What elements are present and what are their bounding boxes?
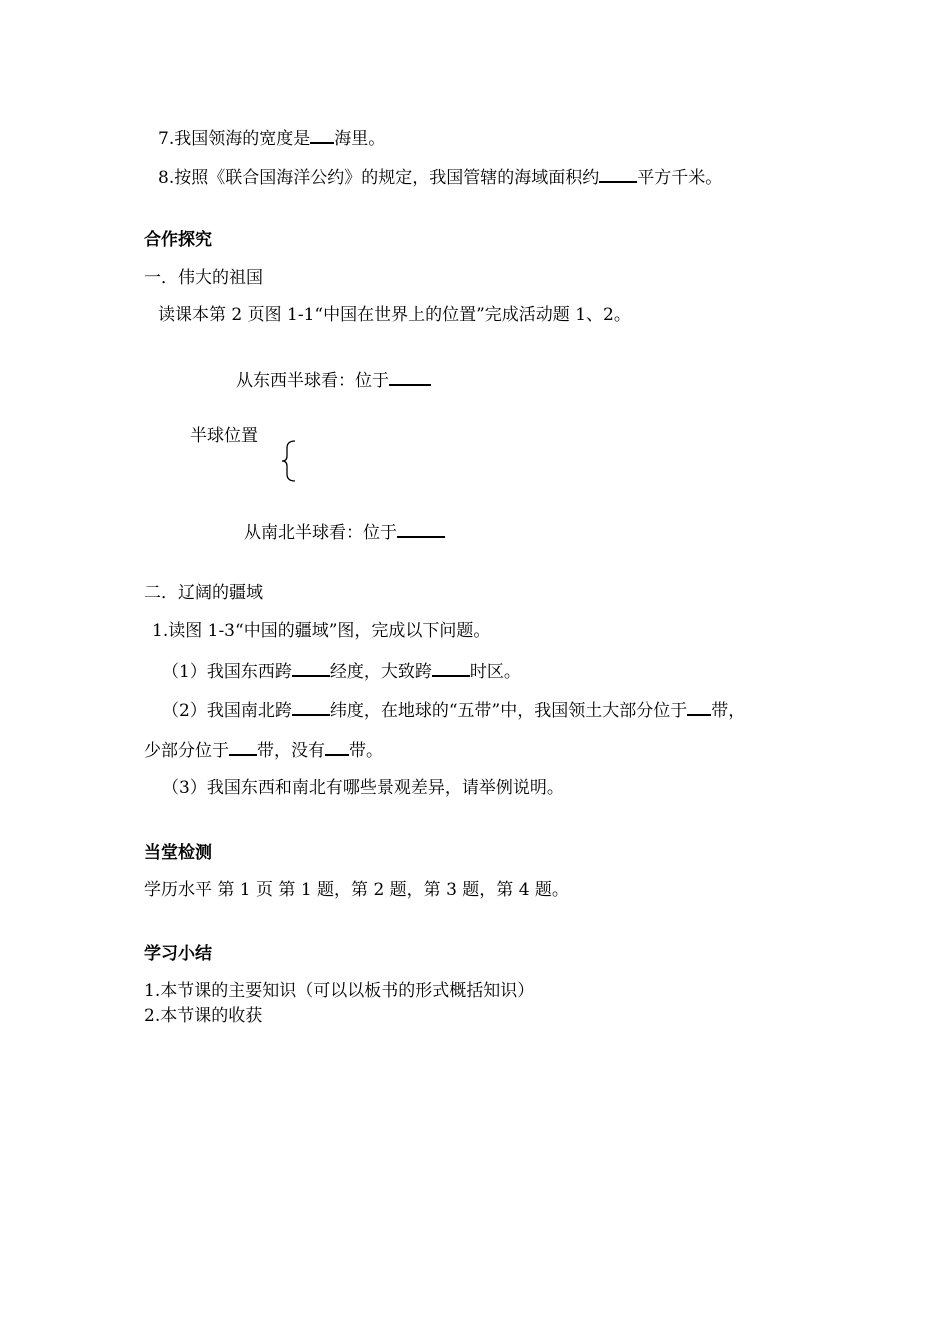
hemisphere-position-label: 半球位置 [190, 426, 258, 446]
subsection-title-motherland: 一．伟大的祖国 [144, 268, 263, 288]
north-south-text: 从南北半球看：位于 [244, 523, 397, 543]
sub-question-2-text: 带， [711, 701, 746, 721]
answer-blank[interactable] [389, 368, 431, 386]
answer-blank[interactable] [432, 659, 470, 677]
question-8-text: 8.按照《联合国海洋公约》的规定，我国管辖的海域面积约 [158, 168, 600, 188]
answer-blank[interactable] [325, 738, 349, 756]
sub-question-2-text: 带。 [349, 741, 383, 761]
sub-question-1-text: 经度，大致跨 [329, 662, 432, 682]
answer-blank[interactable] [310, 126, 334, 144]
section-heading-explore: 合作探究 [144, 230, 212, 250]
question-8 [158, 165, 722, 189]
answer-blank[interactable] [397, 520, 445, 538]
sub-question-2-text: （2）我国南北跨 [162, 701, 292, 721]
sub-question-2-text: 纬度，在地球的“五带”中，我国领土大部分位于 [329, 701, 688, 721]
summary-item-2: 2.本节课的收获 [144, 1006, 263, 1026]
territory-question-1: 1.读图 1-3“中国的疆域”图，完成以下问题。 [152, 621, 491, 641]
east-west-text: 从东西半球看：位于 [236, 371, 389, 391]
check-text: 学历水平 第 1 页 第 1 题，第 2 题，第 3 题，第 4 题。 [144, 880, 569, 900]
answer-blank[interactable] [292, 659, 330, 677]
sub-question-3: （3）我国东西和南北有哪些景观差异，请举例说明。 [162, 778, 564, 798]
answer-blank[interactable] [599, 165, 637, 183]
sub-question-1-text: 时区。 [469, 662, 521, 682]
north-south-hemisphere [244, 520, 445, 544]
sub-question-2-text: 少部分位于 [144, 741, 229, 761]
subsection-title-territory: 二．辽阔的疆域 [144, 583, 263, 603]
sub-question-2-continued [144, 738, 383, 762]
question-7-text: 7.我国领海的宽度是 [158, 129, 311, 149]
section-heading-check: 当堂检测 [144, 843, 212, 863]
question-7-suffix: 海里。 [334, 129, 386, 149]
activity-instruction: 读课本第 2 页图 1-1“中国在世界上的位置”完成活动题 1、2。 [158, 305, 631, 325]
question-8-suffix: 平方千米。 [637, 168, 723, 188]
sub-question-2-text: 带，没有 [257, 741, 325, 761]
question-7 [158, 126, 385, 150]
sub-question-1-text: （1）我国东西跨 [162, 662, 292, 682]
curly-brace-icon [280, 440, 300, 482]
answer-blank[interactable] [292, 698, 330, 716]
section-heading-summary: 学习小结 [144, 944, 212, 964]
answer-blank[interactable] [229, 738, 257, 756]
summary-item-1: 1.本节课的主要知识（可以以板书的形式概括知识） [144, 981, 535, 1001]
east-west-hemisphere [236, 368, 431, 392]
sub-question-2 [162, 698, 745, 722]
sub-question-1 [162, 659, 521, 683]
answer-blank[interactable] [687, 698, 711, 716]
